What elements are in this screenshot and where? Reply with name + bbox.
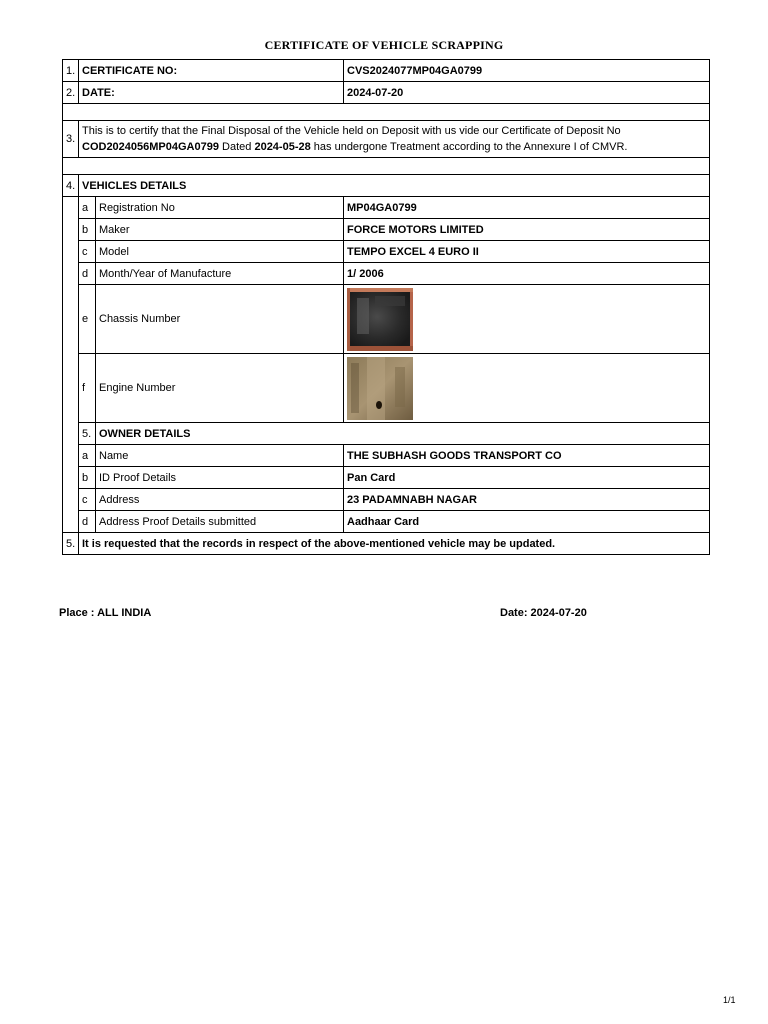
row-number: 2. xyxy=(63,82,79,104)
sub-letter: e xyxy=(79,285,96,354)
address-value: 23 PADAMNABH NAGAR xyxy=(344,489,710,511)
manufacture-date-value: 1/ 2006 xyxy=(344,263,710,285)
deposit-date: 2024-05-28 xyxy=(254,141,311,153)
id-proof-value: Pan Card xyxy=(344,467,710,489)
vehicle-detail-row xyxy=(63,263,710,285)
sub-letter: c xyxy=(79,241,96,263)
detail-label: Maker xyxy=(96,219,344,241)
vehicle-detail-row xyxy=(63,285,710,354)
footer-date-label: Date: 2024-07-20 xyxy=(500,607,587,619)
owner-detail-row xyxy=(63,467,710,489)
detail-label: ID Proof Details xyxy=(96,467,344,489)
sub-letter: d xyxy=(79,511,96,533)
detail-label: Engine Number xyxy=(96,354,344,423)
vehicle-detail-row xyxy=(63,241,710,263)
engine-number-photo xyxy=(347,357,413,420)
vehicle-detail-row xyxy=(63,197,710,219)
detail-label: Address xyxy=(96,489,344,511)
chassis-number-photo xyxy=(347,288,413,351)
sub-letter: a xyxy=(79,197,96,219)
certificate-no-value: CVS2024077MP04GA0799 xyxy=(344,60,710,82)
date-value: 2024-07-20 xyxy=(344,82,710,104)
sub-letter: b xyxy=(79,219,96,241)
document-title: CERTIFICATE OF VEHICLE SCRAPPING xyxy=(264,38,504,52)
detail-label: Registration No xyxy=(96,197,344,219)
spacer-row xyxy=(63,104,710,121)
vehicle-detail-row xyxy=(63,354,710,423)
certificate-no-label: CERTIFICATE NO: xyxy=(79,60,344,82)
certification-statement xyxy=(79,121,710,158)
detail-label: Name xyxy=(96,445,344,467)
sub-letter: f xyxy=(79,354,96,423)
owner-detail-row xyxy=(63,445,710,467)
spacer-row xyxy=(63,158,710,175)
row-number: 5. xyxy=(63,533,79,555)
detail-label: Model xyxy=(96,241,344,263)
row-number: 3. xyxy=(63,121,79,158)
certificate-no-row xyxy=(63,60,710,82)
model-value: TEMPO EXCEL 4 EURO II xyxy=(344,241,710,263)
certification-statement-row xyxy=(63,121,710,158)
statement-text: This is to certify that the Final Disposal of the Vehicle held on Deposit with us vide our Certificate of Deposit No xyxy=(82,125,621,137)
date-row xyxy=(63,82,710,104)
detail-label: Month/Year of Manufacture xyxy=(96,263,344,285)
detail-label: Address Proof Details submitted xyxy=(96,511,344,533)
row-number: 5. xyxy=(79,423,96,445)
sub-letter: a xyxy=(79,445,96,467)
date-label: DATE: xyxy=(79,82,344,104)
owner-details-heading: OWNER DETAILS xyxy=(96,423,710,445)
sub-letter: c xyxy=(79,489,96,511)
maker-value: FORCE MOTORS LIMITED xyxy=(344,219,710,241)
sub-letter: b xyxy=(79,467,96,489)
registration-no-value: MP04GA0799 xyxy=(344,197,710,219)
owner-details-header-row xyxy=(63,423,710,445)
engine-photo-cell xyxy=(344,354,710,423)
owner-name-value: THE SUBHASH GOODS TRANSPORT CO xyxy=(344,445,710,467)
page-number: 1/1 xyxy=(723,995,736,1005)
vehicles-details-heading: VEHICLES DETAILS xyxy=(79,175,710,197)
sub-letter: d xyxy=(79,263,96,285)
vehicle-detail-row xyxy=(63,219,710,241)
statement-text: has undergone Treatment according to the Annexure I of CMVR. xyxy=(310,141,628,153)
vehicles-details-header-row xyxy=(63,175,710,197)
statement-text: Dated xyxy=(218,141,255,153)
row-number: 1. xyxy=(63,60,79,82)
owner-detail-row xyxy=(63,511,710,533)
final-request-row xyxy=(63,533,710,555)
deposit-certificate-no: COD2024056MP04GA0799 xyxy=(82,141,219,153)
certificate-table xyxy=(62,59,710,555)
address-proof-value: Aadhaar Card xyxy=(344,511,710,533)
indent-cell xyxy=(63,197,79,533)
detail-label: Chassis Number xyxy=(96,285,344,354)
final-request-text: It is requested that the records in respect of the above-mentioned vehicle may be updated. xyxy=(79,533,710,555)
chassis-photo-cell xyxy=(344,285,710,354)
owner-detail-row xyxy=(63,489,710,511)
place-label: Place : ALL INDIA xyxy=(59,607,152,619)
row-number: 4. xyxy=(63,175,79,197)
